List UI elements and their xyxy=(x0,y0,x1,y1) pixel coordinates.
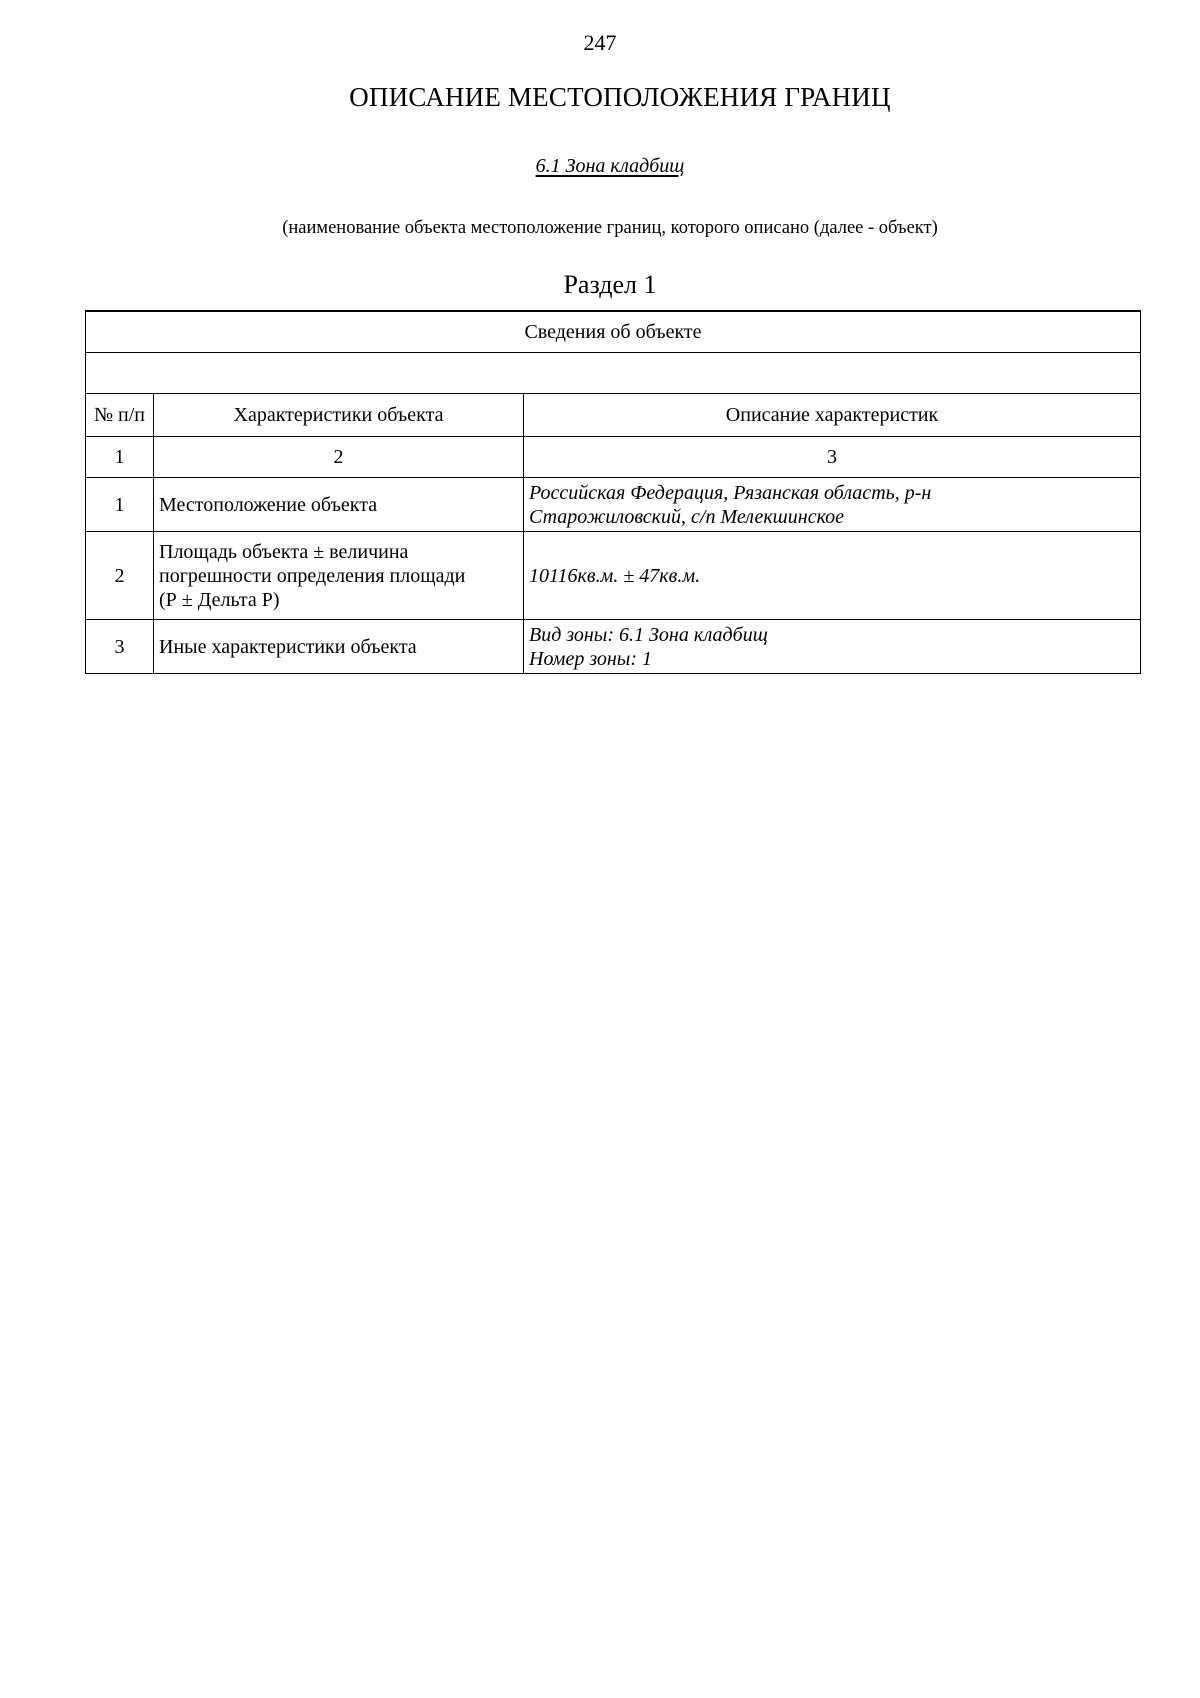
column-number-1: 1 xyxy=(86,437,154,478)
row-description xyxy=(524,532,1141,620)
column-number-2: 2 xyxy=(154,437,524,478)
table-title: Сведения об объекте xyxy=(86,311,1141,353)
document-title: ОПИСАНИЕ МЕСТОПОЛОЖЕНИЯ ГРАНИЦ xyxy=(349,82,891,112)
description-line: Старожиловский, с/п Мелекшинское xyxy=(529,505,845,528)
object-name xyxy=(0,155,1200,178)
row-number: 3 xyxy=(86,620,154,674)
characteristic-line: Местоположение объекта xyxy=(159,493,378,516)
row-characteristic xyxy=(154,532,524,620)
row-number: 1 xyxy=(86,478,154,532)
table-empty-row xyxy=(86,353,1141,394)
characteristic-line: Иные характеристики объекта xyxy=(159,635,417,658)
header-number: № п/п xyxy=(86,394,154,437)
table-header-row xyxy=(86,394,1141,437)
row-characteristic xyxy=(154,620,524,674)
row-description xyxy=(524,620,1141,674)
table-row xyxy=(86,532,1141,620)
characteristic-line: (Р ± Дельта Р) xyxy=(159,588,280,611)
row-description xyxy=(524,478,1141,532)
object-name-text: 6.1 Зона кладбищ xyxy=(535,155,685,177)
table-empty-cell xyxy=(86,353,1141,394)
column-number-row xyxy=(86,437,1141,478)
row-number: 2 xyxy=(86,532,154,620)
description-line: Российская Федерация, Рязанская область, р-н xyxy=(529,481,932,504)
description-line: Вид зоны: 6.1 Зона кладбищ xyxy=(529,623,768,646)
header-characteristic: Характеристики объекта xyxy=(154,394,524,437)
characteristic-line: Площадь объекта ± величина xyxy=(159,540,409,563)
table-row xyxy=(86,478,1141,532)
characteristic-line: погрешности определения площади xyxy=(159,564,466,587)
description-line: Номер зоны: 1 xyxy=(529,647,652,670)
page-number: 247 xyxy=(583,30,617,55)
header-description: Описание характеристик xyxy=(524,394,1141,437)
table-row xyxy=(86,620,1141,674)
column-number-3: 3 xyxy=(524,437,1141,478)
row-characteristic xyxy=(154,478,524,532)
section-title: Раздел 1 xyxy=(563,270,657,299)
object-name-caption: (наименование объекта местоположение границ, которого описано (далее - объект) xyxy=(282,218,938,238)
description-line: 10116кв.м. ± 47кв.м. xyxy=(529,564,701,587)
table-title-row xyxy=(86,311,1141,353)
object-info-table xyxy=(85,310,1141,674)
